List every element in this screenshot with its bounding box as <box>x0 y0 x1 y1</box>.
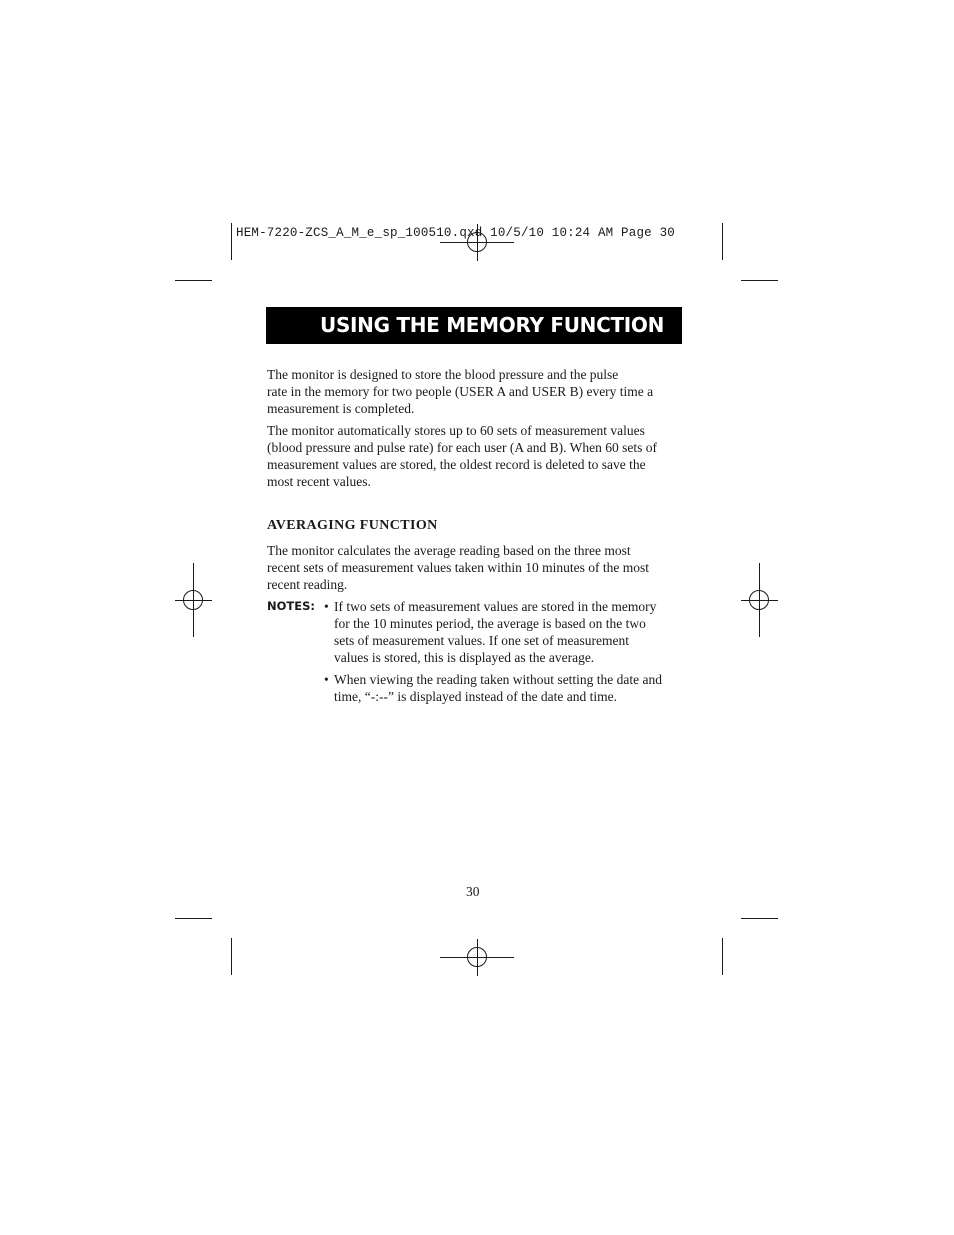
bullet-icon: • <box>324 672 329 687</box>
text-line: When viewing the reading taken without setting the date and <box>334 672 663 687</box>
crop-mark <box>175 918 212 919</box>
intro-paragraph-2 <box>267 422 687 490</box>
text-line: recent sets of measurement values taken within 10 minutes of the most <box>267 560 650 575</box>
bullet-icon: • <box>324 599 329 614</box>
text-line: (blood pressure and pulse rate) for each user (A and B). When 60 sets of <box>267 440 658 455</box>
text-line: most recent values. <box>267 474 371 489</box>
intro-paragraph-1 <box>267 366 687 417</box>
section-title: USING THE MEMORY FUNCTION <box>320 313 665 337</box>
text-line: The monitor calculates the average reading based on the three most <box>267 543 631 558</box>
registration-mark-icon <box>467 947 487 967</box>
text-line: recent reading. <box>267 577 348 592</box>
text-line: for the 10 minutes period, the average is based on the two <box>334 616 646 631</box>
text-line: time, “-:--” is displayed instead of the date and time. <box>334 689 618 704</box>
file-slug-line: HEM-7220-ZCS_A_M_e_sp_100510.qxd 10/5/10 10:24 AM Page 30 <box>236 226 675 240</box>
page-number: 30 <box>466 884 480 899</box>
averaging-paragraph <box>267 542 687 593</box>
crop-mark <box>175 280 212 281</box>
text-line: The monitor automatically stores up to 60 sets of measurement values <box>267 423 645 438</box>
registration-mark-icon <box>183 590 203 610</box>
text-line: measurement values are stored, the oldest record is deleted to save the <box>267 457 646 472</box>
text-line: values is stored, this is displayed as the average. <box>334 650 595 665</box>
text-line: measurement is completed. <box>267 401 415 416</box>
crop-mark <box>231 223 232 260</box>
crop-mark <box>741 918 778 919</box>
averaging-heading: AVERAGING FUNCTION <box>267 518 438 533</box>
crop-mark <box>722 938 723 975</box>
registration-mark-icon <box>749 590 769 610</box>
notes-label: NOTES: <box>267 599 315 613</box>
text-line: The monitor is designed to store the blood pressure and the pulse <box>267 367 619 382</box>
section-title-bar <box>266 307 682 344</box>
crop-mark <box>231 938 232 975</box>
crop-mark <box>741 280 778 281</box>
text-line: rate in the memory for two people (USER A and USER B) every time a <box>267 384 654 399</box>
crop-mark <box>722 223 723 260</box>
text-line: sets of measurement values. If one set of measurement <box>334 633 630 648</box>
text-line: If two sets of measurement values are stored in the memory <box>334 599 657 614</box>
